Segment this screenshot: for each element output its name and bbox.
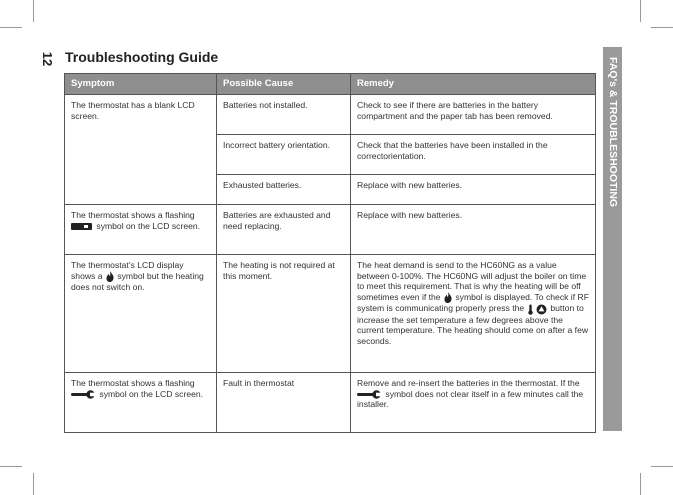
cause-cell: Fault in thermostat	[217, 373, 351, 433]
remedy-cell: Replace with new batteries.	[351, 175, 596, 205]
up-arrow-button-icon	[536, 304, 547, 315]
header-remedy: Remedy	[351, 74, 596, 95]
table-row	[65, 205, 596, 255]
symptom-cell	[65, 255, 217, 373]
symptom-text: symbol but the heating does not switch on.	[71, 270, 204, 292]
crop-mark	[33, 473, 34, 495]
troubleshooting-table	[64, 73, 596, 433]
crop-mark	[651, 466, 673, 467]
symptom-cell: The thermostat has a blank LCD screen.	[65, 95, 217, 205]
symptom-text: symbol on the LCD screen.	[96, 220, 201, 231]
remedy-text: The heat demand is send to the HC60NG as a value between 0-100%. The HC60NG will adjust the boiler on time to meet this requirement. That is why the heating will be off sometimes even if the	[357, 260, 587, 303]
crop-mark	[640, 0, 641, 22]
crop-mark	[651, 27, 673, 28]
table-row	[65, 95, 596, 135]
symptom-cell	[65, 205, 217, 255]
remedy-text: button to increase the set temperature a few degrees above the current temperature. The heating should come on after a few seconds.	[357, 303, 589, 346]
cause-cell: Batteries are exhausted and need replacing.	[217, 205, 351, 255]
cause-cell: Batteries not installed.	[217, 95, 351, 135]
remedy-cell: Check to see if there are batteries in the battery compartment and the paper tab has been removed.	[351, 95, 596, 135]
remedy-text: symbol does not clear itself in a few minutes call the installer.	[357, 388, 584, 410]
crop-mark	[0, 466, 22, 467]
remedy-text: Remove and re-insert the batteries in the thermostat. If the	[357, 378, 580, 388]
symptom-cell	[65, 373, 217, 433]
battery-icon	[71, 223, 92, 230]
remedy-cell: Check that the batteries have been installed in the correctorientation.	[351, 135, 596, 175]
table-header-row	[65, 74, 596, 95]
symptom-text: The thermostat’s LCD display shows a	[71, 260, 184, 281]
table-row	[65, 373, 596, 433]
section-tab	[603, 47, 622, 431]
thermometer-icon	[527, 304, 534, 315]
remedy-cell	[351, 373, 596, 433]
symptom-text: The thermostat shows a flashing	[71, 378, 195, 388]
flame-icon	[106, 271, 114, 282]
remedy-cell	[351, 255, 596, 373]
cause-cell: Incorrect battery orientation.	[217, 135, 351, 175]
symptom-text: symbol on the LCD screen.	[99, 388, 204, 399]
cause-cell: Exhausted batteries.	[217, 175, 351, 205]
table-row	[65, 255, 596, 373]
crop-mark	[33, 0, 34, 22]
header-symptom: Symptom	[65, 74, 217, 95]
crop-mark	[0, 27, 22, 28]
page-title: Troubleshooting Guide	[65, 49, 219, 65]
cause-cell: The heating is not required at this moment.	[217, 255, 351, 373]
page-number: 12	[40, 51, 56, 67]
wrench-icon	[71, 390, 95, 399]
wrench-icon	[357, 390, 381, 399]
crop-mark	[640, 473, 641, 495]
remedy-text: symbol is displayed. To check if RF system is communicating properly press the	[357, 292, 589, 314]
flame-icon	[444, 292, 452, 303]
header-possible-cause: Possible Cause	[217, 74, 351, 95]
symptom-text: The thermostat shows a flashing	[71, 210, 195, 220]
remedy-cell: Replace with new batteries.	[351, 205, 596, 255]
section-tab-label: FAQ's & TROUBLESHOOTING	[606, 57, 619, 208]
